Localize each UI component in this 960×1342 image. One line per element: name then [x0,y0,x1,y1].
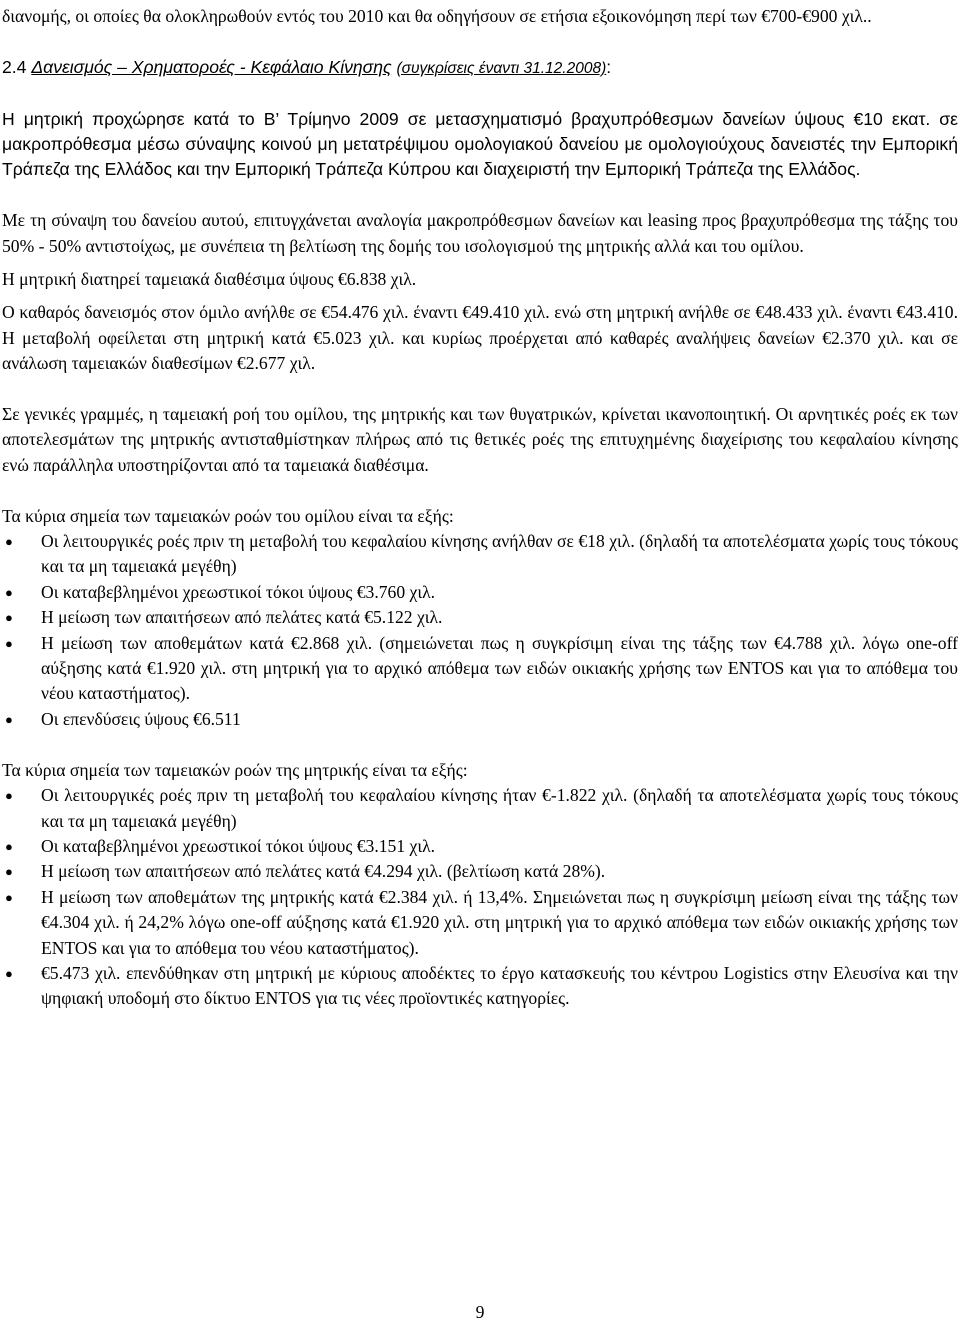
paragraph-cash-reserves: Η μητρική διατηρεί ταμειακά διαθέσιμα ύψους €6.838 χιλ. [2,269,417,290]
paragraph-net-debt: Ο καθαρός δανεισμός στον όμιλο ανήλθε σε €54.476 χιλ. έναντι €49.410 χιλ. ενώ στη μητρική ανήλθε σε €48.433 χιλ. έναντι €43.410. Η μεταβολή οφείλεται στη μητρική κατά €5.023 χιλ. και κυρίως προέρχεται από καθαρές αναλήψεις δανείων €2.370 χιλ. και σε ανάλωση ταμειακών διαθεσίμων €2.677 χιλ. [2,302,958,374]
parent-cash-flow-list [2,783,958,1012]
section-subtitle: (συγκρίσεις έναντι 31.12.2008) [396,59,607,77]
list-item: ● Η μείωση των απαιτήσεων από πελάτες κατά €5.122 χιλ. [2,605,958,630]
paragraph-loan-ratio: Με τη σύναψη του δανείου αυτού, επιτυγχάνεται αναλογία μακροπρόθεσμων δανείων και leasing προς βραχυπρόθεσμα της τάξης του 50% - 50% αντιστοίχως, με συνέπεια τη βελτίωση της δομής του ισολογισμού της μητρικής αλλά και του ομίλου. [2,210,958,256]
list-item: ● Η μείωση των αποθεμάτων της μητρικής κατά €2.384 χιλ. ή 13,4%. Σημειώνεται πως η συγκρίσιμη μείωση είναι της τάξης των €4.304 χιλ. ή 24,2% λόγω one-off αύξησης κατά €1.920 χιλ. στη μητρική για το αρχικό απόθεμα των ειδών οικιακής χρήσης των ENTOS και για το απόθεμα του νέου καταστήματος). [2,885,958,961]
paragraph-loan-restructuring: Η μητρική προχώρησε κατά το Β’ Τρίμηνο 2009 σε μετασχηματισμό βραχυπρόθεσμων δανείων ύψους €10 εκατ. σε μακροπρόθεσμα μέσω σύναψης κοινού μη μετατρέψιμου ομολογιακού δανείου με ομολογιούχους δανειστές την Εμπορική Τράπεζα της Ελλάδος και την Εμπορική Τράπεζα Κύπρου και διαχειριστή την Εμπορική Τράπεζα της Ελλάδος. [2,108,958,180]
page-number: 9 [475,1302,485,1322]
section-heading [2,55,958,81]
group-cash-flow-list [2,529,958,732]
list-item: ● Η μείωση των αποθεμάτων κατά €2.868 χιλ. (σημειώνεται πως η συγκρίσιμη είναι της τάξης των €4.788 χιλ. λόγω one-off αύξησης κατά €1.920 χιλ. στη μητρική για το αρχικό απόθεμα των ειδών οικιακής χρήσης των ENTOS και για το απόθεμα του νέου καταστήματος). [2,631,958,707]
list-item: ● €5.473 χιλ. επενδύθηκαν στη μητρική με κύριους αποδέκτες το έργο κατασκευής του κέντρου Logistics στην Ελευσίνα και την ψηφιακή υποδομή στο δίκτυο ENTOS για τις νέες προϊοντικές κατηγορίες. [2,961,958,1012]
list-item: ● Η μείωση των απαιτήσεων από πελάτες κατά €4.294 χιλ. (βελτίωση κατά 28%). [2,859,958,884]
list-item: ● Οι επενδύσεις ύψους €6.511 [2,707,958,732]
section-number: 2.4 [2,56,27,77]
page-content [2,4,958,1012]
list-item: ● Οι λειτουργικές ροές πριν τη μεταβολή του κεφαλαίου κίνησης ήταν €-1.822 χιλ. (δηλαδή τα αποτελέσματα χωρίς τους τόκους και τα μη ταμειακά μεγέθη) [2,783,958,834]
section-colon: : [606,56,612,77]
group-cash-flow-intro: Τα κύρια σημεία των ταμειακών ροών του ομίλου είναι τα εξής: [2,505,454,526]
section-title: Δανεισμός – Χρηματοροές - Κεφάλαιο Κίνησης [31,56,392,77]
paragraph-cash-flow-summary: Σε γενικές γραμμές, η ταμειακή ροή του ομίλου, της μητρικής και των θυγατρικών, κρίνεται ικανοποιητική. Οι αρνητικές ροές εκ των αποτελεσμάτων της μητρικής αντισταθμίστηκαν πλήρως από τις θετικές ροές της επιτυχημένης διαχείρισης του κεφαλαίου κίνησης ενώ παράλληλα υποστηρίζονται από τα ταμειακά διαθέσιμα. [2,404,958,475]
list-item: ● Οι καταβεβλημένοι χρεωστικοί τόκοι ύψους €3.760 χιλ. [2,580,958,605]
parent-cash-flow-intro: Τα κύρια σημεία των ταμειακών ροών της μητρικής είναι τα εξής: [2,759,468,780]
lead-in-paragraph: διανομής, οι οποίες θα ολοκληρωθούν εντός του 2010 και θα οδηγήσουν σε ετήσια εξοικονόμηση περί των €700-€900 χιλ.. [2,6,872,26]
list-item: ● Οι καταβεβλημένοι χρεωστικοί τόκοι ύψους €3.151 χιλ. [2,834,958,859]
list-item: ● Οι λειτουργικές ροές πριν τη μεταβολή του κεφαλαίου κίνησης ανήλθαν σε €18 χιλ. (δηλαδή τα αποτελέσματα χωρίς τους τόκους και τα μη ταμειακά μεγέθη) [2,529,958,580]
